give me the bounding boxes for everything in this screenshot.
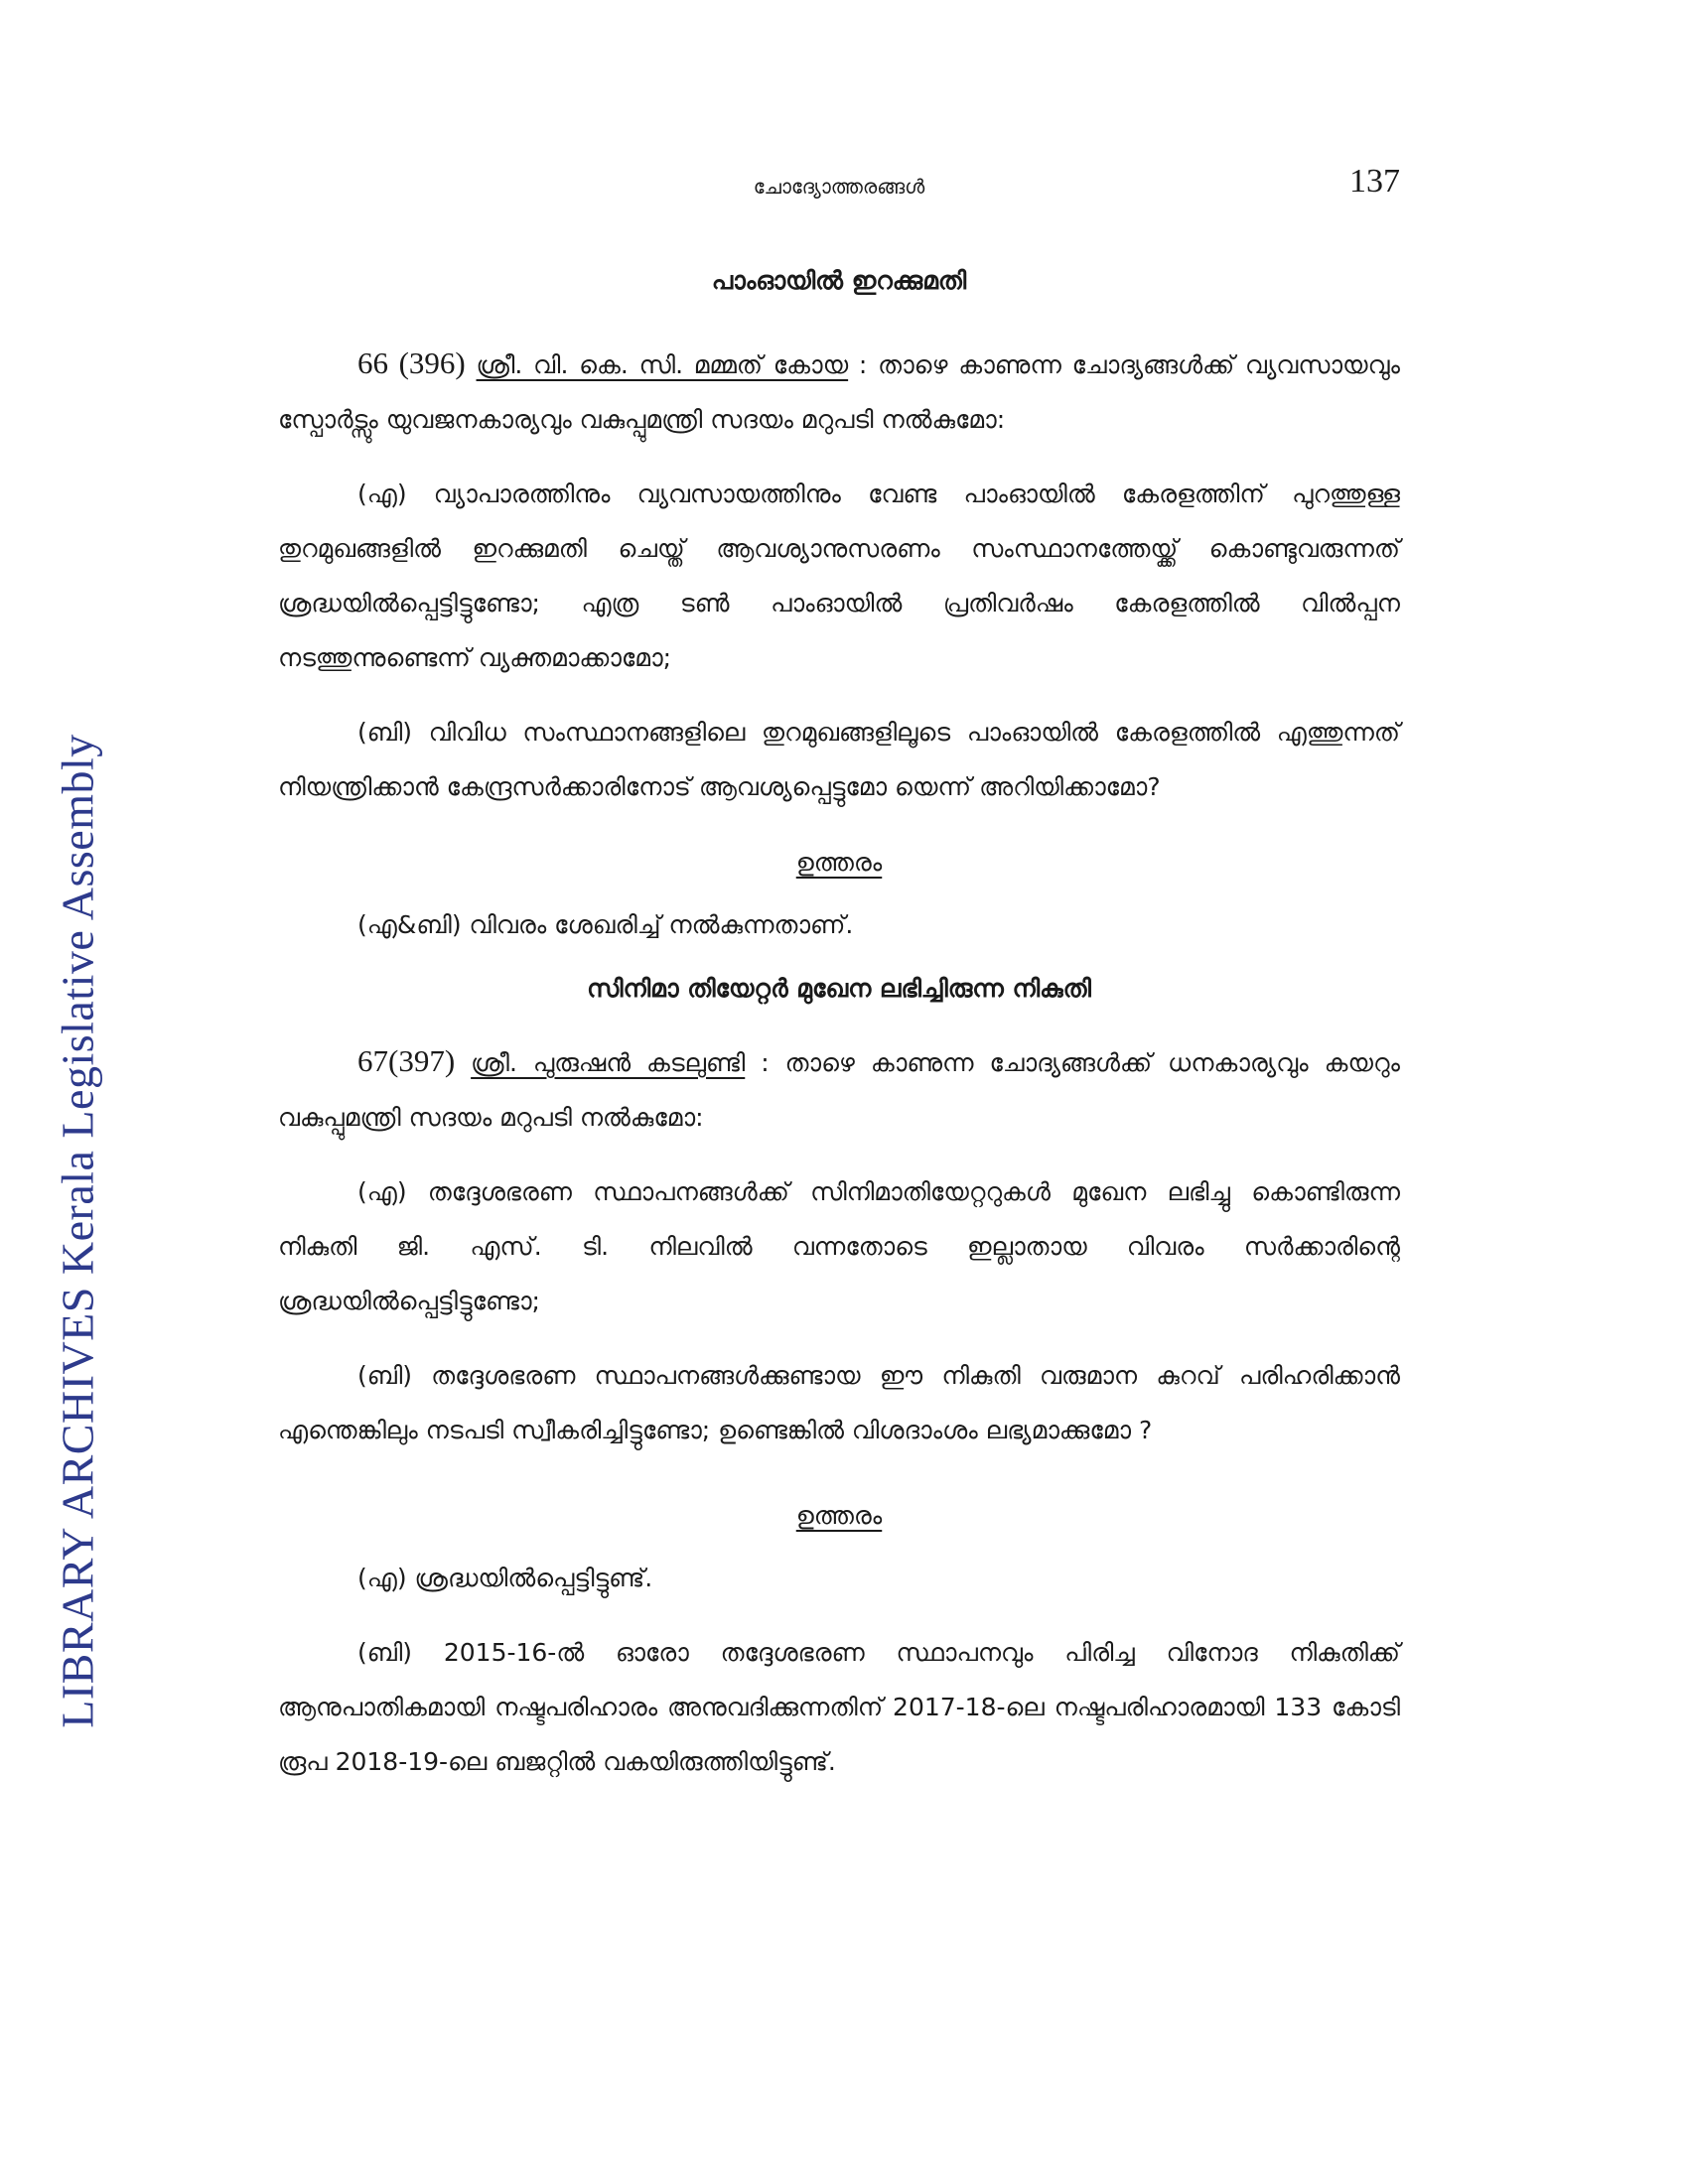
question-66-intro-text: : താഴെ കാണുന്ന ചോദ്യങ്ങൾക്ക് വ്യവസായവും സ്പോർട്സും യുവജനകാര്യവും വകുപ്പുമന്ത്രി സദയം മറുപടി നൽകുമോ: [278,350,1400,434]
question-67-title: സിനിമാ തിയേറ്റർ മുഖേന ലഭിച്ചിരുന്ന നികുതി [587,974,1091,1003]
question-67-answer-heading: ഉത്തരം [795,1501,883,1530]
question-66-member: ശ്രീ. വി. കെ. സി. മമ്മത് കോയ [476,350,849,379]
running-title: ചോദ്യോത്തരങ്ങൾ [753,175,925,199]
archive-watermark: LIBRARY ARCHIVES Kerala Legislative Assembly [52,734,103,1728]
question-66-intro [278,336,1400,447]
page-number: 137 [1349,163,1400,200]
question-67-part-b: (ബി) തദ്ദേശഭരണ സ്ഥാപനങ്ങൾക്കുണ്ടായ ഈ നികുതി വരുമാന കുറവ് പരിഹരിക്കാൻ എന്തെങ്കിലും നടപടി സ്വീകരിച്ചിട്ടുണ്ടോ; ഉണ്ടെങ്കിൽ വിശദാംശം ലഭ്യമാക്കുമോ ? [278,1361,1400,1444]
question-67-member: ശ്രീ. പുരുഷൻ കടലുണ്ടി [471,1048,746,1077]
question-67-number: 67(397) [357,1043,456,1078]
question-67-answer-a: (എ) ശ്രദ്ധയിൽപ്പെട്ടിട്ടുണ്ട്. [357,1564,653,1592]
question-67-intro [278,1033,1400,1145]
question-66-title: പാംഓയിൽ ഇറക്കുമതി [711,266,967,295]
running-header [278,149,1400,218]
question-67-part-a: (എ) തദ്ദേശഭരണ സ്ഥാപനങ്ങൾക്ക് സിനിമാതിയേറ്ററുകൾ മുഖേന ലഭിച്ചു കൊണ്ടിരുന്ന നികുതി ജി. എസ്. ടി. നിലവിൽ വന്നതോടെ ഇല്ലാതായ വിവരം സർക്കാരിന്റെ ശ്രദ്ധയിൽപ്പെട്ടിട്ടുണ്ടോ; [278,1177,1400,1315]
question-66-part-b: (ബി) വിവിധ സംസ്ഥാനങ്ങളിലെ തുറമുഖങ്ങളിലൂടെ പാംഓയിൽ കേരളത്തിൽ എത്തുന്നത് നിയന്ത്രിക്കാൻ കേന്ദ്രസർക്കാരിനോട് ആവശ്യപ്പെട്ടുമോ യെന്ന് അറിയിക്കാമോ? [278,718,1400,801]
question-67-answer-b: (ബി) 2015-16-ൽ ഓരോ തദ്ദേശഭരണ സ്ഥാപനവും പിരിച്ച വിനോദ നികുതിക്ക് ആനുപാതികമായി നഷ്ടപരിഹാരം അനുവദിക്കുന്നതിന് 2017-18-ലെ നഷ്ടപരിഹാരമായി 133 കോടി രൂപ 2018-19-ലെ ബജറ്റിൽ വകയിരുത്തിയിട്ടുണ്ട്. [278,1638,1400,1776]
question-67-intro-text: : താഴെ കാണുന്ന ചോദ്യങ്ങൾക്ക് ധനകാര്യവും കയറും വകുപ്പുമന്ത്രി സദയം മറുപടി നൽകുമോ: [278,1048,1400,1132]
question-66-answer: (എ&ബി) വിവരം ശേഖരിച്ച് നൽകുന്നതാണ്. [357,910,854,939]
document-page [278,149,1400,1789]
question-66-number: 66 (396) [357,345,466,380]
question-66-part-a: (എ) വ്യാപാരത്തിനും വ്യവസായത്തിനും വേണ്ട പാംഓയിൽ കേരളത്തിന് പുറത്തുള്ള തുറമുഖങ്ങളിൽ ഇറക്കുമതി ചെയ്ത് ആവശ്യാനുസരണം സംസ്ഥാനത്തേയ്ക്ക് കൊണ്ടുവരുന്നത് ശ്രദ്ധയിൽപ്പെട്ടിട്ടുണ്ടോ; എത്ര ടൺ പാംഓയിൽ പ്രതിവർഷം കേരളത്തിൽ വിൽപ്പന നടത്തുന്നുണ്ടെന്ന് വ്യക്തമാക്കാമോ; [278,479,1400,672]
question-66-answer-heading: ഉത്തരം [795,848,883,877]
